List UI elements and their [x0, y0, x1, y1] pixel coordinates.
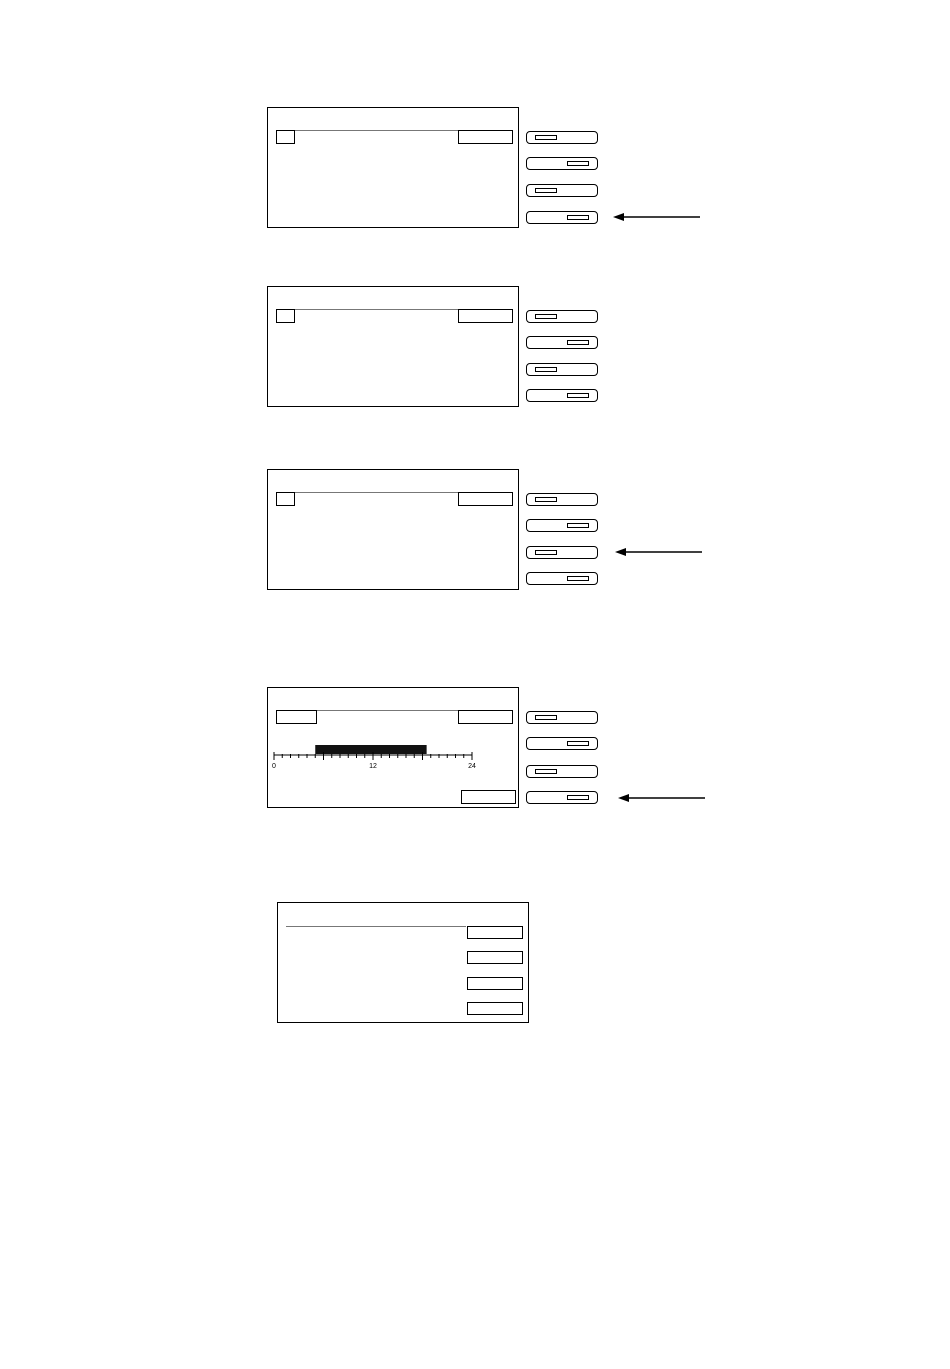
led-indicator-icon [535, 314, 557, 319]
display-screen-2 [267, 286, 519, 407]
led-indicator-icon [535, 715, 557, 720]
softkey-3-1[interactable] [526, 493, 598, 506]
timeline-scale [272, 742, 478, 770]
led-indicator-icon [567, 340, 589, 345]
corner-field-right [458, 130, 513, 144]
softkey-4-4[interactable] [526, 791, 598, 804]
softkey-3-2[interactable] [526, 519, 598, 532]
led-indicator-icon [535, 188, 557, 193]
softkey-4-1[interactable] [526, 711, 598, 724]
softkey-3-4[interactable] [526, 572, 598, 585]
softkey-1-3[interactable] [526, 184, 598, 197]
softkey-1-4[interactable] [526, 211, 598, 224]
tick-label: 0 [272, 763, 276, 770]
timeline-ticks [274, 752, 472, 760]
corner-field-left [276, 710, 317, 724]
led-indicator-icon [535, 497, 557, 502]
arrow-left-icon [617, 793, 705, 803]
arrow-left-icon [612, 212, 700, 222]
display-screen-5 [277, 902, 529, 1023]
menu-field-2[interactable] [467, 951, 523, 964]
corner-field-right [458, 492, 513, 506]
led-indicator-icon [567, 576, 589, 581]
led-indicator-icon [567, 393, 589, 398]
corner-field-small [276, 309, 295, 323]
softkey-2-3[interactable] [526, 363, 598, 376]
led-indicator-icon [567, 161, 589, 166]
corner-field-right [458, 309, 513, 323]
softkey-4-2[interactable] [526, 737, 598, 750]
softkey-2-2[interactable] [526, 336, 598, 349]
led-indicator-icon [535, 367, 557, 372]
led-indicator-icon [567, 795, 589, 800]
led-indicator-icon [535, 135, 557, 140]
screen-divider [286, 926, 466, 927]
led-indicator-icon [567, 215, 589, 220]
softkey-3-3[interactable] [526, 546, 598, 559]
menu-field-3[interactable] [467, 977, 523, 990]
corner-field-right [458, 710, 513, 724]
softkey-1-1[interactable] [526, 131, 598, 144]
display-screen-4 [267, 687, 519, 808]
timeline-bar [315, 745, 426, 754]
corner-field-small [276, 130, 295, 144]
led-indicator-icon [535, 769, 557, 774]
display-screen-1 [267, 107, 519, 228]
tick-label: 24 [468, 763, 476, 770]
softkey-2-1[interactable] [526, 310, 598, 323]
display-screen-3 [267, 469, 519, 590]
tick-label: 12 [369, 763, 377, 770]
led-indicator-icon [567, 523, 589, 528]
arrow-left-icon [614, 547, 702, 557]
softkey-2-4[interactable] [526, 389, 598, 402]
softkey-4-3[interactable] [526, 765, 598, 778]
bottom-right-field [461, 790, 516, 804]
menu-field-4[interactable] [467, 1002, 523, 1015]
led-indicator-icon [535, 550, 557, 555]
menu-field-1[interactable] [467, 926, 523, 939]
corner-field-small [276, 492, 295, 506]
softkey-1-2[interactable] [526, 157, 598, 170]
led-indicator-icon [567, 741, 589, 746]
